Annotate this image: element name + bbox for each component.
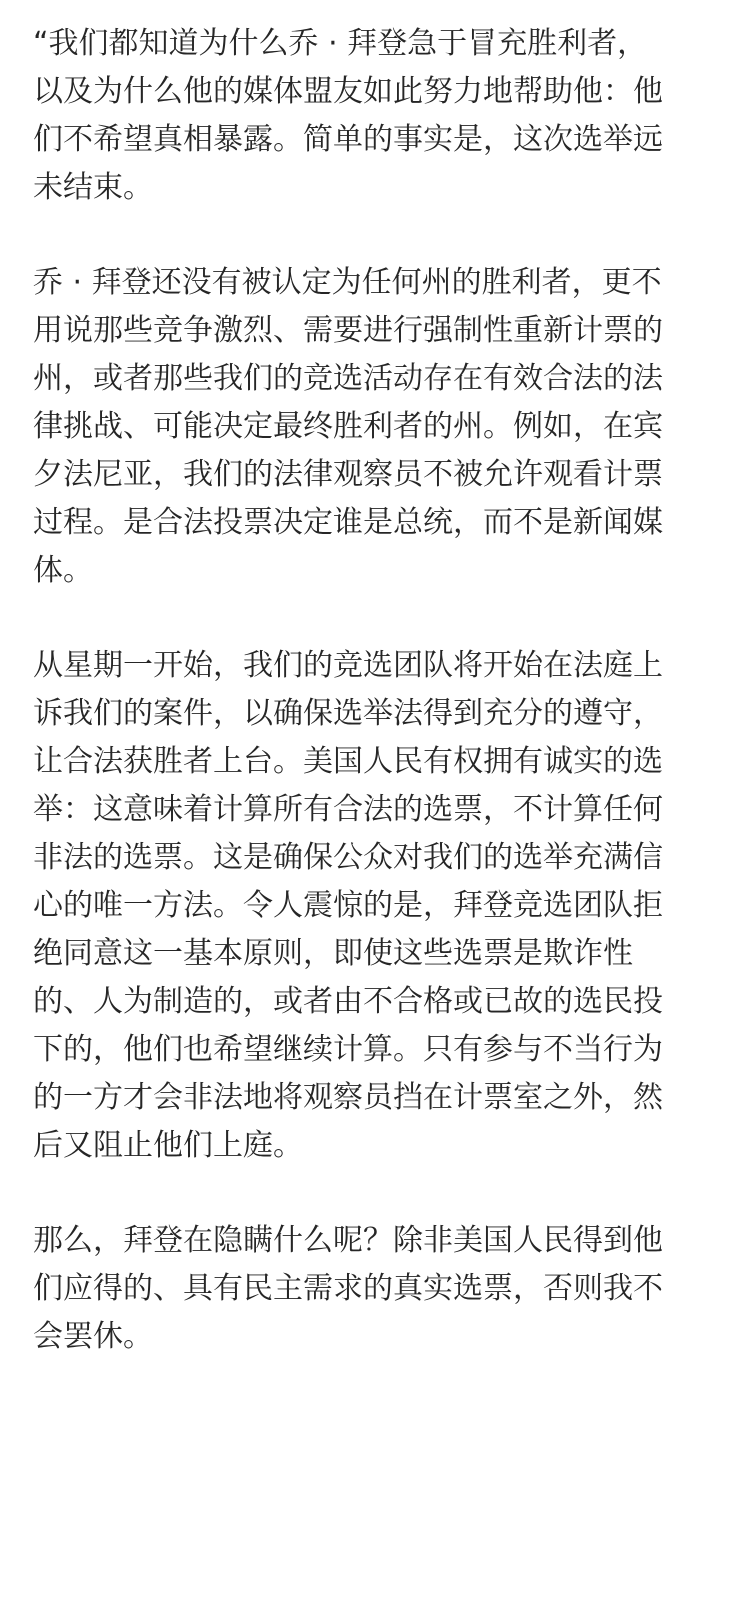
text-line: 让合法获胜者上台。美国人民有权拥有诚实的选 — [33, 744, 663, 779]
paragraph-1 — [33, 20, 733, 212]
text-line: 未结束。 — [33, 170, 153, 205]
text-line: 州，或者那些我们的竞选活动存在有效合法的法 — [33, 361, 663, 396]
paragraph-3 — [33, 642, 733, 1170]
text-line: 举：这意味着计算所有合法的选票，不计算任何 — [33, 792, 663, 827]
text-line: 律挑战、可能决定最终胜利者的州。例如，在宾 — [33, 409, 663, 444]
text-line: 后又阻止他们上庭。 — [33, 1128, 303, 1163]
text-line: 过程。是合法投票决定谁是总统，而不是新闻媒 — [33, 505, 663, 540]
text-line: 以及为什么他的媒体盟友如此努力地帮助他：他 — [33, 74, 663, 109]
text-line: 乔 · 拜登还没有被认定为任何州的胜利者，更不 — [33, 265, 662, 300]
text-line: 夕法尼亚，我们的法律观察员不被允许观看计票 — [33, 457, 663, 492]
paragraph-gap — [33, 595, 733, 642]
text-line: 从星期一开始，我们的竞选团队将开始在法庭上 — [33, 648, 663, 683]
text-line: 的一方才会非法地将观察员挡在计票室之外，然 — [33, 1080, 663, 1115]
text-line: 们应得的、具有民主需求的真实选票，否则我不 — [33, 1271, 663, 1306]
text-line: 心的唯一方法。令人震惊的是，拜登竞选团队拒 — [33, 888, 663, 923]
text-line: 下的，他们也希望继续计算。只有参与不当行为 — [33, 1032, 663, 1067]
paragraph-4 — [33, 1217, 733, 1361]
text-line: 会罢休。 — [33, 1319, 153, 1354]
text-line: 们不希望真相暴露。简单的事实是，这次选举远 — [33, 122, 663, 157]
text-line: 非法的选票。这是确保公众对我们的选举充满信 — [33, 840, 663, 875]
text-line: 体。 — [33, 553, 93, 588]
paragraph-gap — [33, 1170, 733, 1217]
text-line: 的、人为制造的，或者由不合格或已故的选民投 — [33, 984, 663, 1019]
article-body — [33, 20, 733, 1361]
paragraph-2 — [33, 259, 733, 595]
text-line: 那么，拜登在隐瞒什么呢？除非美国人民得到他 — [33, 1223, 663, 1258]
text-line: “我们都知道为什么乔 · 拜登急于冒充胜利者， — [33, 26, 648, 61]
text-line: 诉我们的案件，以确保选举法得到充分的遵守， — [33, 696, 663, 731]
text-line: 用说那些竞争激烈、需要进行强制性重新计票的 — [33, 313, 663, 348]
text-line: 绝同意这一基本原则，即使这些选票是欺诈性 — [33, 936, 633, 971]
paragraph-gap — [33, 212, 733, 259]
